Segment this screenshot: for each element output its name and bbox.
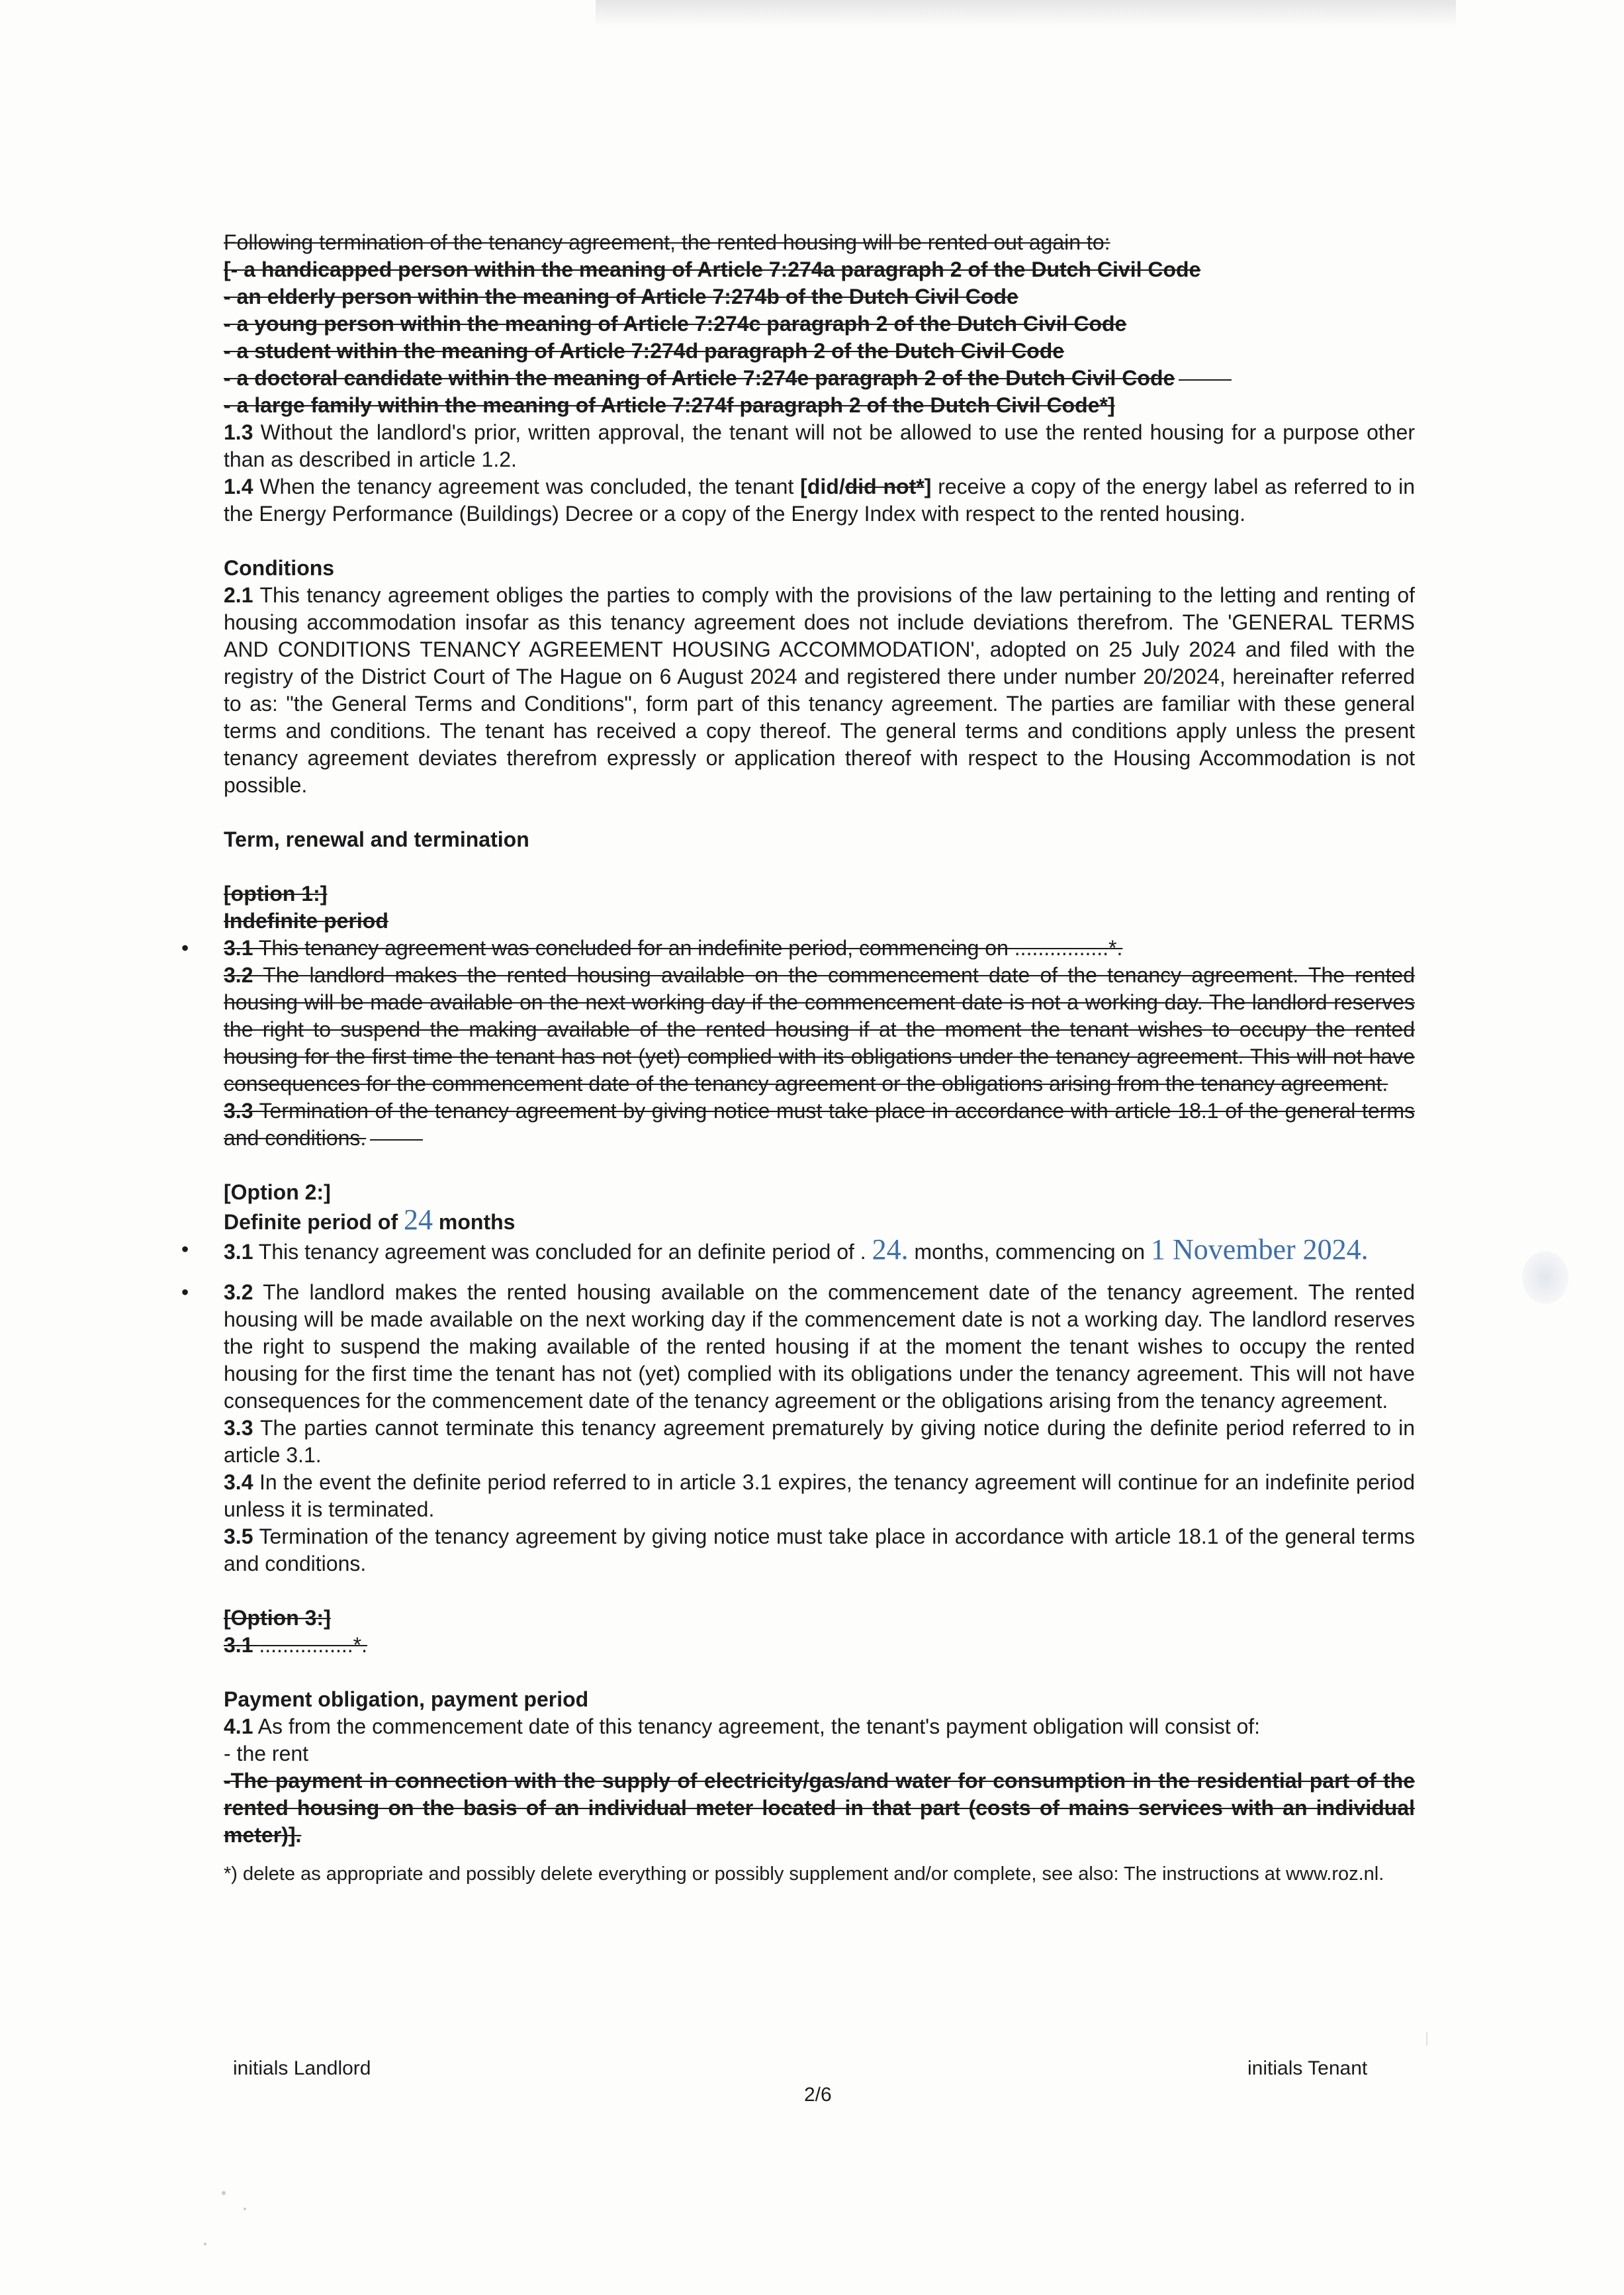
handwritten-months: 24.: [872, 1233, 909, 1266]
option-2-label: [Option 2:]: [224, 1180, 331, 1204]
article-text: receive a copy of the energy label as referred to in the Energy Performance (Buildings) Decree or a copy of the Energy Index with respect to the rented housing.: [224, 475, 1416, 526]
article-number: 3.2: [224, 1280, 253, 1304]
article-number: 3.1: [224, 1240, 253, 1264]
article-text: months, commencing on: [914, 1240, 1146, 1264]
article-text: The parties cannot terminate this tenancy agreement prematurely by giving notice during the definite period referred to in article 3.1.: [224, 1416, 1416, 1467]
article-number: 2.1: [224, 583, 253, 607]
title-text: months: [438, 1210, 516, 1234]
article-text: ................*.: [259, 1633, 367, 1657]
article-text: This tenancy agreement was concluded for an definite period of: [258, 1240, 854, 1264]
document-body: [181, 229, 1416, 1887]
option-2-article-3-1: [181, 1233, 1415, 1266]
rehousing-item: - an elderly person within the meaning of Article 7:274b of the Dutch Civil Code: [224, 285, 1018, 308]
article-number: 3.5: [224, 1524, 253, 1548]
article-number: 3.1: [224, 1633, 253, 1657]
rehousing-intro: Following termination of the tenancy agreement, the rented housing will be rented out again to:: [224, 230, 1110, 254]
rehousing-item: [224, 365, 1415, 392]
option-1-article-3-2: [224, 962, 1415, 1098]
scan-speck: [244, 2208, 246, 2210]
option-1-title: Indefinite period: [224, 909, 388, 933]
initials-tenant: initials Tenant: [1247, 2057, 1368, 2079]
rehousing-item: [- a handicapped person within the meaning of Article 7:274a paragraph 2 of the Dutch Civil Code: [224, 258, 1201, 281]
blank-dot: .: [860, 1240, 866, 1264]
option-1-article-3-3: [224, 1098, 1415, 1152]
article-number: 3.2: [224, 963, 253, 987]
article-text: In the event the definite period referred to in article 3.1 expires, the tenancy agreement will continue for an indefinite period unless it is terminated.: [224, 1470, 1416, 1521]
footnote: *) delete as appropriate and possibly delete everything or possibly supplement and/or complete, see also: The instructions at www.roz.nl.: [224, 1863, 1384, 1885]
bullet: •: [181, 936, 189, 960]
section-heading-conditions: Conditions: [224, 556, 335, 580]
rehousing-item: - a large family within the meaning of Article 7:274f paragraph 2 of the Dutch Civil Code*]: [224, 393, 1115, 417]
handwritten-months: 24: [404, 1203, 433, 1236]
payment-item-struck: -The payment in connection with the supply of electricity/gas/and water for consumption in the residential part of the rented housing on the basis of an individual meter located in that part (costs of mains services with an individual meter)].: [224, 1769, 1415, 1847]
scan-speck: [204, 2243, 206, 2245]
scan-smudge: [1522, 1251, 1568, 1304]
title-text: Definite period of: [224, 1210, 398, 1234]
scan-shadow: [596, 0, 1456, 26]
article-text: This tenancy agreement was concluded for an indefinite period, commencing on ................*.: [258, 936, 1123, 960]
struck-article: [224, 1099, 1415, 1150]
handwritten-date: 1 November 2024.: [1150, 1233, 1369, 1266]
section-heading-payment: Payment obligation, payment period: [224, 1687, 589, 1711]
option-2-article-3-3: [224, 1415, 1415, 1469]
rehousing-item: - a young person within the meaning of Article 7:274c paragraph 2 of the Dutch Civil Code: [224, 312, 1127, 336]
article-text: Termination of the tenancy agreement by giving notice must take place in accordance with article 18.1 of the general terms and conditions.: [224, 1099, 1416, 1150]
choice-did: [800, 475, 931, 498]
article-text: Termination of the tenancy agreement by giving notice must take place in accordance with article 18.1 of the general terms and conditions.: [224, 1524, 1416, 1575]
option-3-label: [Option 3:]: [224, 1606, 331, 1630]
choice-close: ]: [924, 475, 932, 498]
option-2-article-3-4: [224, 1469, 1415, 1523]
bullet: •: [181, 1280, 189, 1304]
article-number: 3.4: [224, 1470, 253, 1494]
option-3-article-3-1: [224, 1632, 1415, 1659]
article-text: The landlord makes the rented housing available on the commencement date of the tenancy agreement. The rented housing will be made available on the next working day if the commencement date is not a working day. The landlord reserves the right to suspend the making available of the rented housing if at the moment the tenant wishes to occupy the rented housing for the first time the tenant has not (yet) complied with its obligations under the tenancy agreement. This will not have consequences for the commencement date of the tenancy agreement or the obligations arising from the tenancy agreement.: [224, 963, 1416, 1096]
option-2-article-3-5: [224, 1523, 1415, 1577]
bullet: •: [181, 1237, 189, 1261]
payment-item-rent: - the rent: [224, 1742, 309, 1765]
choice-struck: did not*: [844, 475, 925, 498]
strike-tail: [1179, 379, 1232, 381]
article-number: 3.3: [224, 1416, 253, 1440]
article-number: 4.1: [224, 1714, 253, 1738]
article-number: 1.3: [224, 420, 253, 444]
article-text: As from the commencement date of this tenancy agreement, the tenant's payment obligation will consist of:: [257, 1714, 1261, 1738]
initials-landlord: initials Landlord: [233, 2057, 371, 2079]
article-number: 1.4: [224, 475, 253, 498]
article-1-3: [224, 419, 1415, 473]
strike-tail: [370, 1139, 423, 1141]
rehousing-item-text: - a doctoral candidate within the meaning of Article 7:274e paragraph 2 of the Dutch Civil Code: [224, 366, 1175, 390]
article-text: The landlord makes the rented housing available on the commencement date of the tenancy agreement. The rented housing will be made available on the next working day if the commencement date is not a working day. The landlord reserves the right to suspend the making available of the rented housing if at the moment the tenant wishes to occupy the rented housing for the first time the tenant has not (yet) complied with its obligations under the tenancy agreement. This will not have consequences for the commencement date of the tenancy agreement or the obligations arising from the tenancy agreement.: [224, 1280, 1416, 1413]
article-text: Without the landlord's prior, written approval, the tenant will not be allowed to use the rented housing for a purpose other than as described in article 1.2.: [224, 420, 1416, 471]
article-4-1: [224, 1713, 1415, 1740]
scan-speck: [222, 2191, 226, 2195]
section-heading-term: Term, renewal and termination: [224, 827, 529, 851]
scan-edge-mark: [1426, 2032, 1427, 2045]
article-1-4: [224, 473, 1415, 528]
option-1-article-3-1: [181, 935, 1415, 962]
page-number: 2/6: [804, 2084, 832, 2106]
option-1-label: [option 1:]: [224, 882, 328, 906]
option-2-title: [224, 1203, 1415, 1236]
choice-open: [did/: [800, 475, 845, 498]
article-text: This tenancy agreement obliges the parties to comply with the provisions of the law pertaining to the letting and renting of housing accommodation insofar as this tenancy agreement does not include deviations therefrom. The 'GENERAL TERMS AND CONDITIONS TENANCY AGREEMENT HOUSING ACCOMMODATION', adopted on 25 July 2024 and filed with the registry of the District Court of The Hague on 6 August 2024 and registered there under number 20/2024, hereinafter referred to as: "the General Terms and Conditions", form part of this tenancy agreement. The parties are familiar with these general terms and conditions. The tenant has received a copy thereof. The general terms and conditions apply unless the present tenancy agreement deviates therefrom expressly or application thereof with respect to the Housing Accommodation is not possible.: [224, 583, 1416, 797]
rehousing-item: - a student within the meaning of Article 7:274d paragraph 2 of the Dutch Civil Code: [224, 339, 1065, 363]
article-number: 3.1: [224, 936, 253, 960]
article-text: When the tenancy agreement was concluded, the tenant: [259, 475, 794, 498]
article-number: 3.3: [224, 1099, 253, 1123]
option-2-article-3-2: [181, 1279, 1416, 1415]
article-2-1: [224, 582, 1415, 799]
